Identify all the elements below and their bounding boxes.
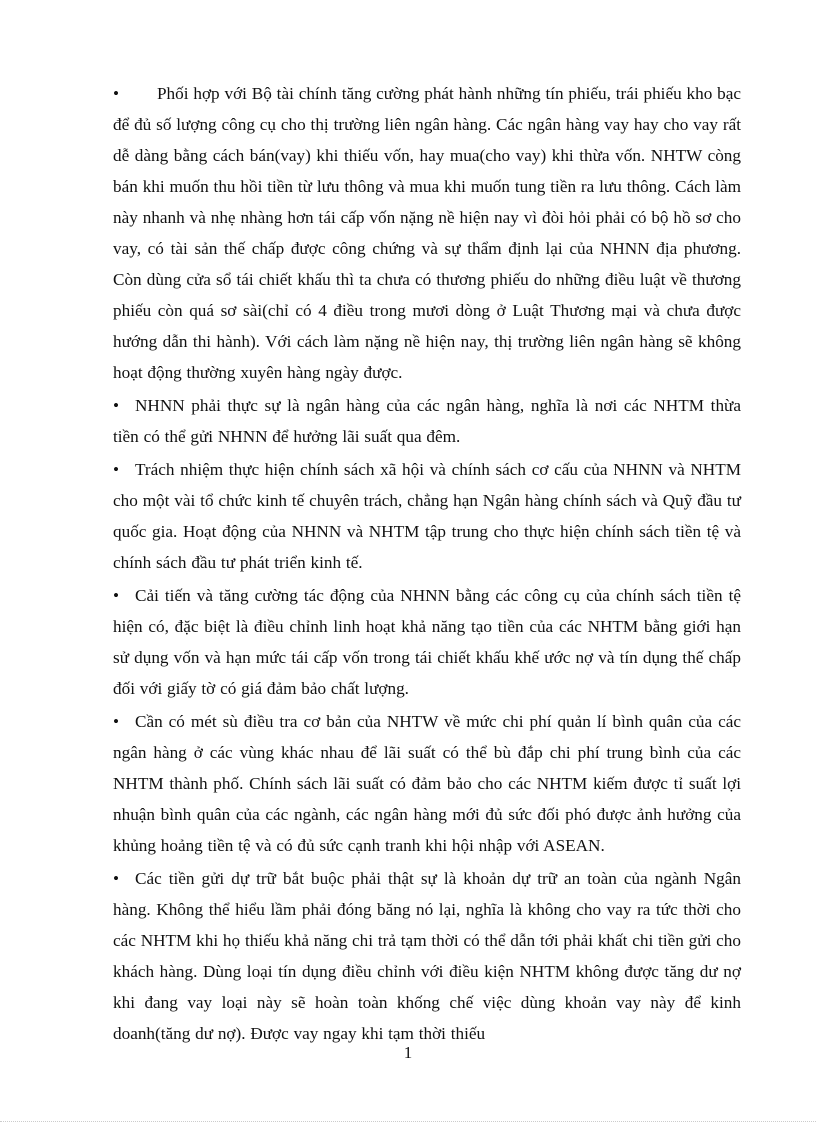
bullet-icon: • — [113, 869, 120, 888]
bullet-icon: • — [113, 396, 120, 415]
paragraph-1 — [113, 78, 741, 388]
bullet-icon: • — [113, 84, 120, 103]
paragraph-5 — [113, 706, 741, 861]
bullet-icon: • — [113, 460, 120, 479]
bullet-icon: • — [113, 712, 120, 731]
paragraph-4 — [113, 580, 741, 704]
bullet-icon: • — [113, 586, 120, 605]
paragraph-text: NHNN phải thực sự là ngân hàng của các ngân hàng, nghĩa là nơi các NHTM thừa tiền có thể gửi NHNN để hưởng lãi suất qua đêm. — [113, 396, 741, 446]
page-number: 1 — [403, 1043, 413, 1062]
paragraph-text: Cần có mét sù điều tra cơ bản của NHTW về mức chi phí quản lí bình quân của các ngân hàng ở các vùng khác nhau để lãi suất có thể bù đắp chi phí trung bình của các NHTM thành phố. Chính sách lãi suất có đảm bảo cho các NHTM kiếm được tỉ suất lợi nhuận bình quân của các ngành, các ngân hàng mới đủ sức đối phó được ảnh hưởng của khủng hoảng tiền tệ và có đủ sức cạnh tranh khi hội nhập với ASEAN. — [113, 712, 741, 855]
page-bottom-divider — [0, 1121, 816, 1122]
paragraph-2 — [113, 390, 741, 452]
paragraph-3 — [113, 454, 741, 578]
paragraph-text: Phối hợp với Bộ tài chính tăng cường phát hành những tín phiếu, trái phiếu kho bạc để đủ số lượng công cụ cho thị trường liên ngân hàng. Các ngân hàng vay hay cho vay rất dễ dàng bằng cách bán(vay) khi thiếu vốn, hay mua(cho vay) khi thừa vốn. NHTW còng bán khi muốn thu hồi tiền từ lưu thông và mua khi muốn tung tiền ra lưu thông. Cách làm này nhanh và nhẹ nhàng hơn tái cấp vốn nặng nề hiện nay vì đòi hỏi phải có bộ hồ sơ cho vay, có tài sản thế chấp được công chứng và sự thẩm định lại của NHNN địa phương. Còn dùng cửa sổ tái chiết khấu thì ta chưa có thương phiếu do những điều luật về thương phiếu còn quá sơ sài(chỉ có 4 điều trong mươi dòng ở Luật Thương mại và chưa được hướng dẫn thi hành). Với cách làm nặng nề hiện nay, thị trường liên ngân hàng sẽ không hoạt động thường xuyên hàng ngày được. — [113, 84, 741, 382]
document-body — [113, 78, 741, 1051]
paragraph-text: Trách nhiệm thực hiện chính sách xã hội và chính sách cơ cấu của NHNN và NHTM cho một vài tổ chức kinh tế chuyên trách, chẳng hạn Ngân hàng chính sách và Quỹ đầu tư quốc gia. Hoạt động của NHNN và NHTM tập trung cho thực hiện chính sách tiền tệ và chính sách đầu tư phát triển kinh tế. — [113, 460, 741, 572]
paragraph-text: Các tiền gửi dự trữ bắt buộc phải thật sự là khoản dự trữ an toàn của ngành Ngân hàng. Không thể hiểu lầm phải đóng băng nó lại, nghĩa là không cho vay ra tức thời cho các NHTM khi họ thiếu khả năng chi trả tạm thời có thể dẫn tới phải khất chi tiền gửi cho khách hàng. Dùng loại tín dụng điều chỉnh với điều kiện NHTM không được tăng dư nợ khi đang vay loại này sẽ hoàn toàn khống chế việc dùng khoản vay này để kinh doanh(tăng dư nợ). Được vay ngay khi tạm thời thiếu — [113, 869, 741, 1043]
paragraph-6 — [113, 863, 741, 1049]
paragraph-text: Cải tiến và tăng cường tác động của NHNN bằng các công cụ của chính sách tiền tệ hiện có, đặc biệt là điều chỉnh linh hoạt khả năng tạo tiền của các NHTM bằng giới hạn sử dụng vốn và hạn mức tái cấp vốn trong tái chiết khấu khế ước nợ và tín dụng thế chấp đối với giấy tờ có giá đảm bảo chất lượng. — [113, 586, 741, 698]
